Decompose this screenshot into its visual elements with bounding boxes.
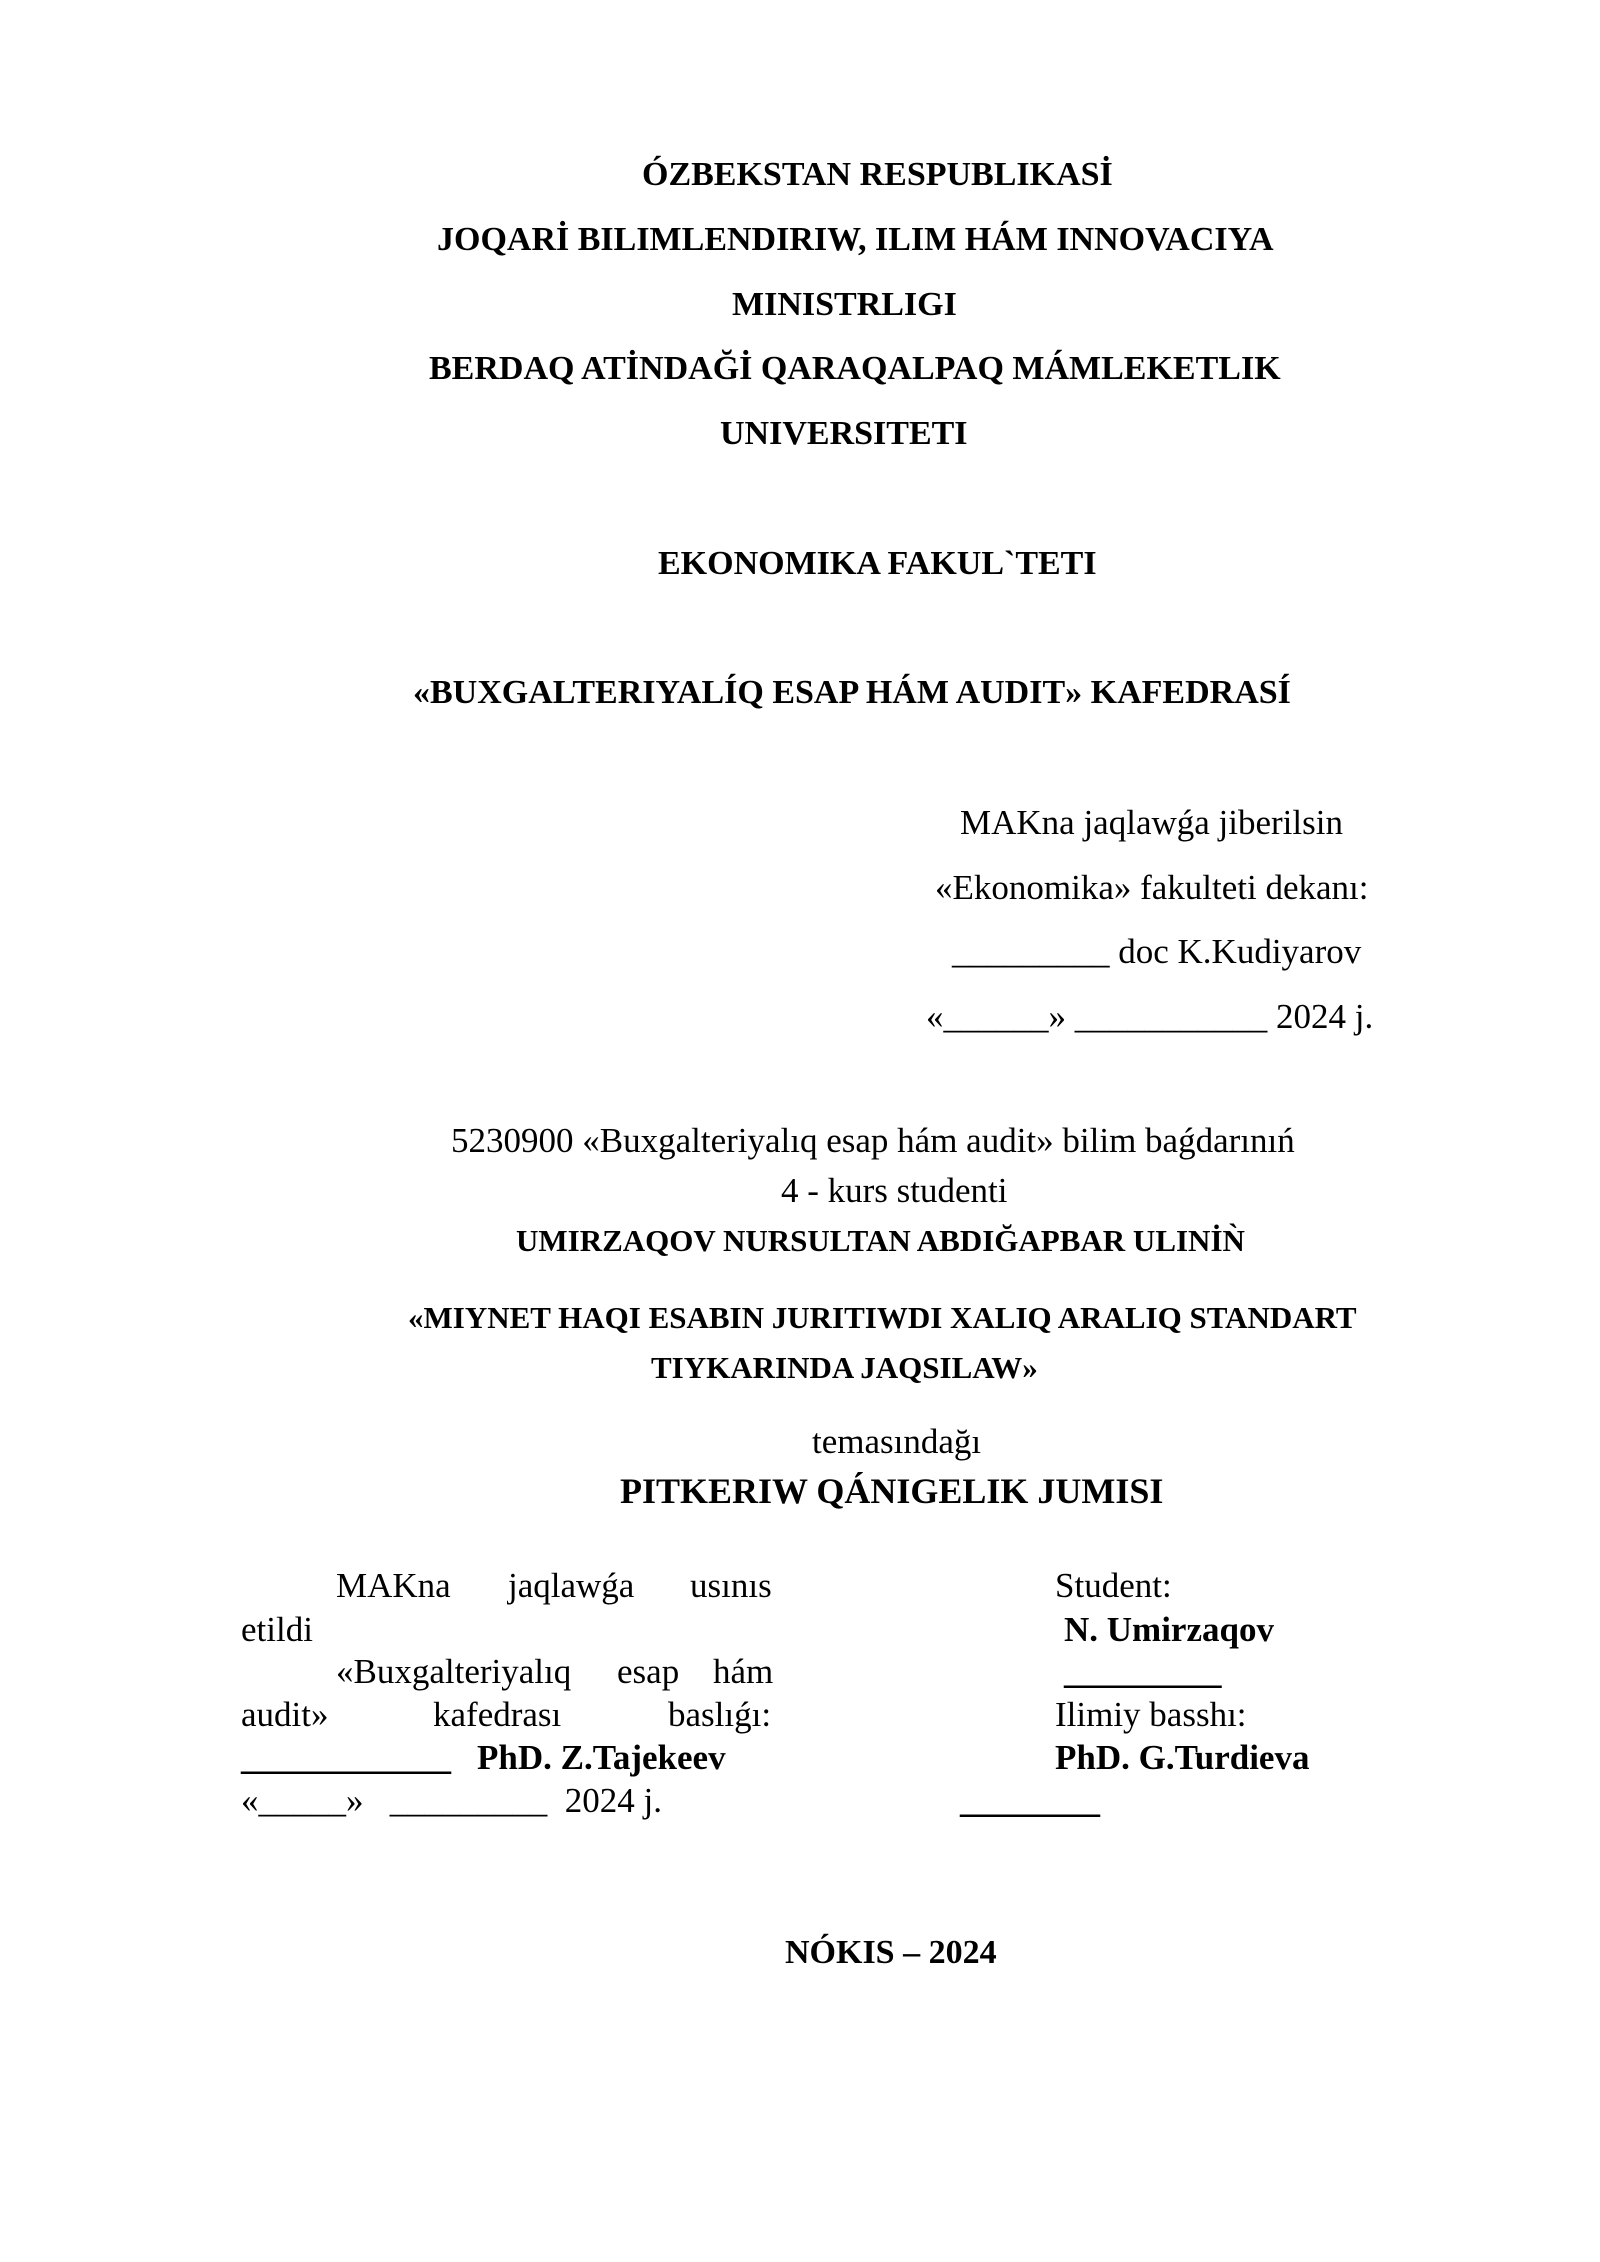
left-dept-word-4: audit» xyxy=(241,1695,329,1734)
approval-line-4: «______» ___________ 2024 j. xyxy=(926,997,1374,1036)
supervisor-signature-blank: ________ xyxy=(960,1781,1100,1820)
theme-label: temasındağı xyxy=(812,1422,982,1461)
department-head-name: PhD. Z.Tajekeev xyxy=(477,1738,726,1777)
left-intro-word-1: MAKna xyxy=(336,1566,451,1605)
approval-line-1: MAKna jaqlawǵa jiberilsin xyxy=(960,803,1343,842)
department-title: «BUXGALTERIYALÍQ ESAP HÁM AUDIT» KAFEDRASÍ xyxy=(413,674,1291,711)
header-line-3: MINISTRLIGI xyxy=(732,286,957,323)
left-intro-word-3: usınıs xyxy=(690,1566,772,1605)
header-line-5: UNIVERSITETI xyxy=(720,415,968,452)
left-dept-word-2: esap xyxy=(617,1652,680,1691)
left-dept-word-6: baslıǵı: xyxy=(668,1695,772,1734)
student-label: Student: xyxy=(1055,1566,1172,1605)
student-signature-blank: _________ xyxy=(1064,1652,1222,1691)
left-dept-word-5: kafedrası xyxy=(433,1695,562,1734)
left-date-line: «_____» _________ 2024 j. xyxy=(241,1781,662,1820)
student-full-name: UMIRZAQOV NURSULTAN ABDIĞAPBAR ULINİǸ xyxy=(516,1223,1245,1258)
student-name: N. Umirzaqov xyxy=(1064,1610,1274,1649)
city-year-footer: NÓKIS – 2024 xyxy=(785,1934,997,1971)
approval-line-3: _________ doc K.Kudiyarov xyxy=(952,932,1362,971)
faculty-title: EKONOMIKA FAKUL`TETI xyxy=(658,545,1097,582)
left-dept-word-1: «Buxgalteriyalıq xyxy=(336,1652,572,1691)
left-dept-word-3: hám xyxy=(713,1652,774,1691)
header-line-4: BERDAQ ATİNDAĞİ QARAQALPAQ MÁMLEKETLIK xyxy=(429,350,1281,387)
header-line-2: JOQARİ BILIMLENDIRIW, ILIM HÁM INNOVACIYA xyxy=(437,221,1274,258)
work-title: PITKERIW QÁNIGELIK JUMISI xyxy=(620,1471,1164,1511)
approval-line-2: «Ekonomika» fakulteti dekanı: xyxy=(935,868,1369,907)
left-intro-word-2: jaqlawǵa xyxy=(508,1566,635,1605)
left-signature-blank: ____________ xyxy=(241,1738,451,1777)
header-line-1: ÓZBEKSTAN RESPUBLIKASİ xyxy=(642,156,1113,193)
supervisor-name: PhD. G.Turdieva xyxy=(1055,1738,1310,1777)
left-intro-end: etildi xyxy=(241,1610,313,1649)
topic-line-1: «MIYNET HAQI ESABIN JURITIWDI XALIQ ARALIQ STANDART xyxy=(408,1300,1357,1335)
program-line: 5230900 «Buxgalteriyalıq esap hám audit» bilim baǵdarınıń xyxy=(451,1121,1295,1160)
course-line: 4 - kurs studenti xyxy=(781,1171,1008,1210)
supervisor-label: Ilimiy basshı: xyxy=(1055,1695,1247,1734)
topic-line-2: TIYKARINDA JAQSILAW» xyxy=(651,1350,1038,1385)
